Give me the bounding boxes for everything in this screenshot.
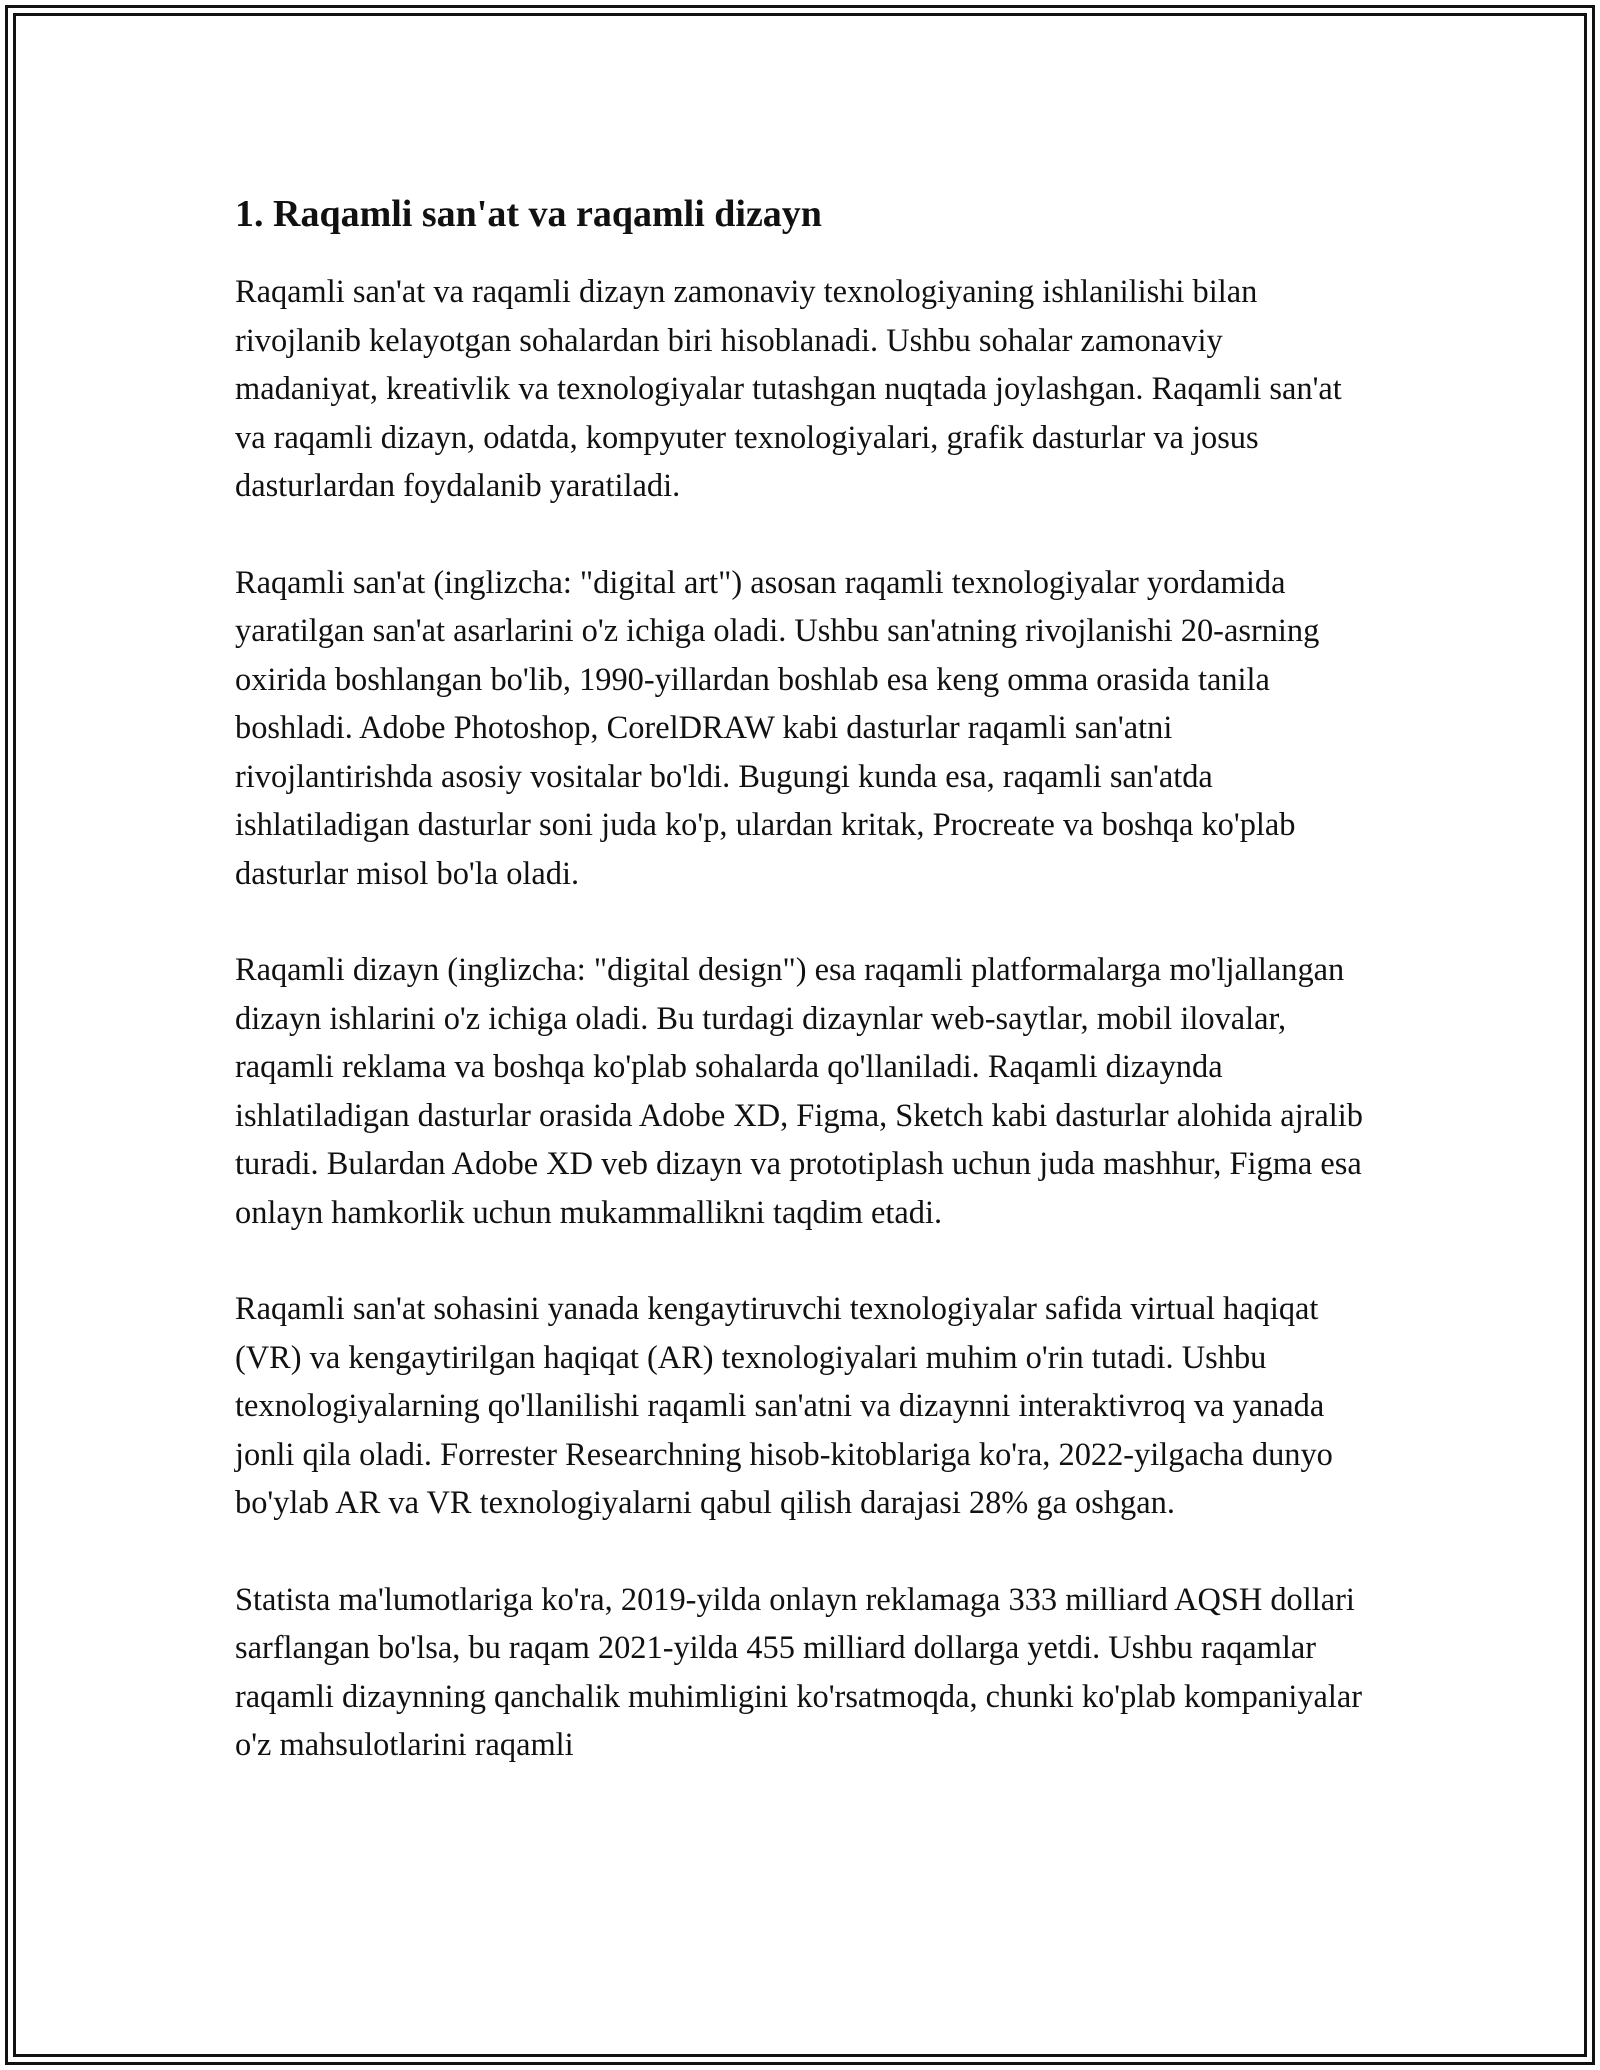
paragraph-statistics: Statista ma'lumotlariga ko'ra, 2019-yilda onlayn reklamaga 333 milliard AQSH dollari sarflangan bo'lsa, bu raqam 2021-yilda 455 milliard dollarga yetdi. Ushbu raqamlar raqamli dizaynning qanchalik muhimligini ko'rsatmoqda, chunki ko'plab kompaniyalar o'z mahsulotlarini raqamli [235, 1581, 1363, 1763]
document-body [235, 188, 1370, 1818]
paragraph-vr-ar: Raqamli san'at sohasini yanada kengaytiruvchi texnologiyalar safida virtual haqiqat (VR) va kengaytirilgan haqiqat (AR) texnologiyalari muhim o'rin tutadi. Ushbu texnologiyalarning qo'llanilishi raqamli san'atni va dizaynni interaktivroq va yanada jonli qila oladi. Forrester Researchning hisob-kitoblariga ko'ra, 2022-yilgacha dunyo bo'ylab AR va VR texnologiyalarni qabul qilish darajasi 28% ga oshgan. [235, 1291, 1333, 1521]
paragraph-digital-design: Raqamli dizayn (inglizcha: "digital design") esa raqamli platformalarga mo'ljallangan dizayn ishlarini o'z ichiga oladi. Bu turdagi dizaynlar web-saytlar, mobil ilovalar, raqamli reklama va boshqa ko'plab sohalarda qo'llaniladi. Raqamli dizaynda ishlatiladigan dasturlar orasida Adobe XD, Figma, Sketch kabi dasturlar alohida ajralib turadi. Bulardan Adobe XD veb dizayn va prototiplash uchun juda mashhur, Figma esa onlayn hamkorlik uchun mukammallikni taqdim etadi. [235, 952, 1363, 1231]
paragraph-digital-art: Raqamli san'at (inglizcha: "digital art") asosan raqamli texnologiyalar yordamida yaratilgan san'at asarlarini o'z ichiga oladi. Ushbu san'atning rivojlanishi 20-asrning oxirida boshlangan bo'lib, 1990-yillardan boshlab esa keng omma orasida tanila boshladi. Adobe Photoshop, CorelDRAW kabi dasturlar raqamli san'atni rivojlantirishda asosiy vositalar bo'ldi. Bugungi kunda esa, raqamli san'atda ishlatiladigan dasturlar soni juda ko'p, ulardan kritak, Procreate va boshqa ko'plab dasturlar misol bo'la oladi. [235, 564, 1320, 892]
section-heading: 1. Raqamli san'at va raqamli dizayn [235, 193, 822, 235]
paragraph-intro: Raqamli san'at va raqamli dizayn zamonaviy texnologiyaning ishlanilishi bilan rivojlanib kelayotgan sohalardan biri hisoblanadi. Ushbu sohalar zamonaviy madaniyat, kreativlik va texnologiyalar tutashgan nuqtada joylashgan. Raqamli san'at va raqamli dizayn, odatda, kompyuter texnologiyalari, grafik dasturlar va josus dasturlardan foydalanib yaratiladi. [235, 274, 1342, 504]
